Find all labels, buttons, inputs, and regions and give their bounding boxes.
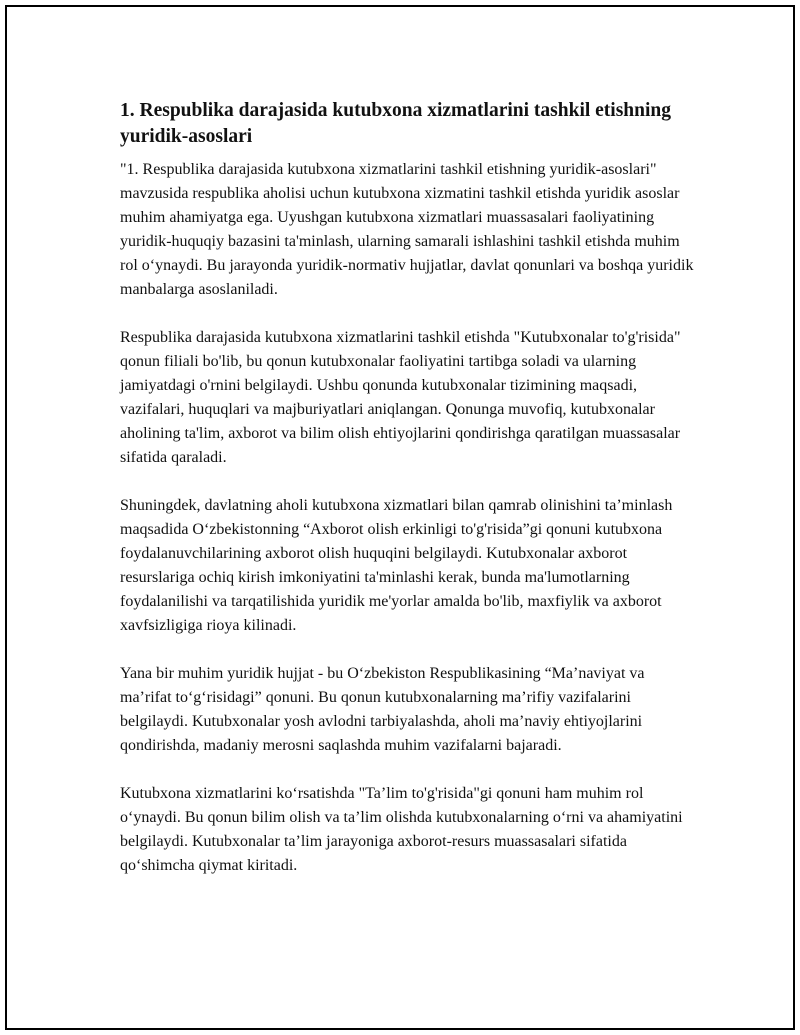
paragraph-1: "1. Respublika darajasida kutubxona xizmatlarini tashkil etishning yuridik-asoslari" mavzusida respublika aholisi uchun kutubxona xizmatini tashkil etishda yuridik asoslar muhim ahamiyatga ega. Uyushgan kutubxona xizmatlari muassasalari faoliyatining yuridik-huquqiy bazasini ta'minlash, ularning samarali ishlashini tashkil etishda muhim rol o‘ynaydi. Bu jarayonda yuridik-normativ hujjatlar, davlat qonunlari va boshqa yuridik manbalarga asoslaniladi. xyxy=(120,161,694,298)
document-title: 1. Respublika darajasida kutubxona xizmatlarini tashkil etishning yuridik-asoslari xyxy=(120,100,672,147)
document-body xyxy=(120,98,700,902)
paragraph-5: Kutubxona xizmatlarini ko‘rsatishda "Ta’lim to'g'risida"gi qonuni ham muhim rol o‘ynaydi. Bu qonun bilim olish va ta’lim olishda kutubxonalarning o‘rni va ahamiyatini belgilaydi. Kutubxonalar ta’lim jarayoniga axborot-resurs muassasalari sifatida qo‘shimcha qiymat kiritadi. xyxy=(120,785,683,874)
paragraph-2: Respublika darajasida kutubxona xizmatlarini tashkil etishda "Kutubxonalar to'g'risida" qonun filiali bo'lib, bu qonun kutubxonalar faoliyatini tartibga soladi va ularning jamiyatdagi o'rnini belgilaydi. Ushbu qonunda kutubxonalar tizimining maqsadi, vazifalari, huquqlari va majburiyatlari aniqlangan. Qonunga muvofiq, kutubxonalar aholining ta'lim, axborot va bilim olish ehtiyojlarini qondirishga qaratilgan muassasalar sifatida qaraladi. xyxy=(120,329,681,466)
page-frame xyxy=(5,5,795,1030)
paragraph-4: Yana bir muhim yuridik hujjat - bu O‘zbekiston Respublikasining “Ma’naviyat va ma’rifat to‘g‘risidagi” qonuni. Bu qonun kutubxonalarning ma’rifiy vazifalarini belgilaydi. Kutubxonalar yosh avlodni tarbiyalashda, aholi ma’naviy ehtiyojlarini qondirishda, madaniy merosni saqlashda muhim vazifalarni bajaradi. xyxy=(120,665,645,754)
paragraph-3: Shuningdek, davlatning aholi kutubxona xizmatlari bilan qamrab olinishini ta’minlash maqsadida O‘zbekistonning “Axborot olish erkinligi to'g'risida”gi qonuni kutubxona foydalanuvchilarining axborot olish huquqini belgilaydi. Kutubxonalar axborot resurslariga ochiq kirish imkoniyatini ta'minlashi kerak, bunda ma'lumotlarning foydalanilishi va tarqatilishida yuridik me'yorlar amalda bo'lib, maxfiylik va axborot xavfsizligiga rioya kilinadi. xyxy=(120,497,673,634)
